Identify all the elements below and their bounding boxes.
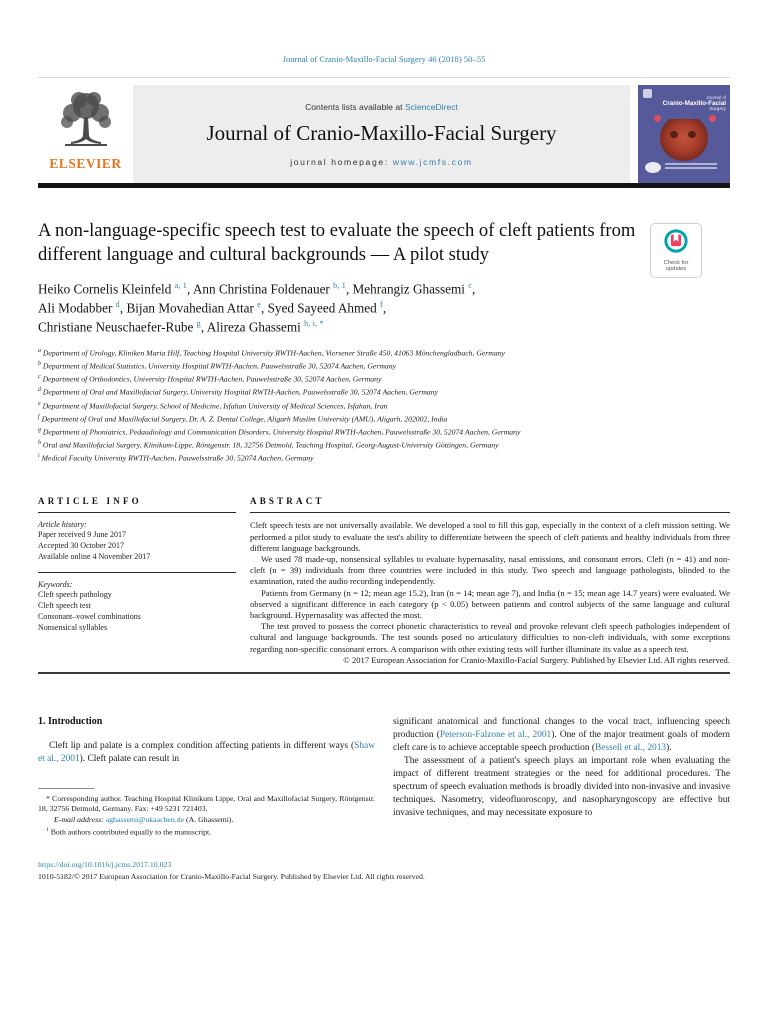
affiliation-sup: i: [38, 453, 40, 460]
affiliation-sup: f: [38, 413, 40, 420]
affiliation-text: Department of Medical Statistics, University Hospital RWTH-Aachen, Pauwelsstraße 30, 52074 Aachen, Germany: [42, 361, 396, 371]
footnote-rule: [38, 788, 94, 789]
affiliation-sup: b: [38, 361, 41, 368]
cover-title-line1: Journal of: [706, 95, 726, 100]
text-run: , Alireza Ghassemi: [200, 319, 305, 335]
inline-link[interactable]: Shaw et al., 2001: [38, 741, 375, 764]
elsevier-wordmark: ELSEVIER: [49, 156, 122, 171]
body-paragraph: The assessment of a patient's speech plays an important role when evaluating the impact of different treatment strategies or the need for additional procedures. The spectrum of speech evaluation methods is broadly divided into non-invasive and invasive techniques. Nasometry, videofluoroscopy, and nasopharyngoscopy are effective but invasive techniques, and may necessitate exposure to: [393, 756, 730, 818]
journal-header: [38, 85, 730, 183]
footnotes-block: [38, 788, 375, 838]
inline-link[interactable]: aghassemi@ukaachen.de: [105, 814, 185, 824]
body-column-right: [393, 716, 730, 838]
top-divider: [38, 77, 730, 78]
footer-block: [38, 860, 730, 881]
affiliation-text: Medical Faculty University RWTH-Aachen, Pauwelsstraße 30, 52074 Aachen, Germany: [41, 453, 314, 463]
article-info-rule: [38, 512, 236, 513]
elsevier-logo[interactable]: [38, 85, 133, 183]
article-history-line: Available online 4 November 2017: [38, 552, 151, 562]
homepage-line: [290, 157, 472, 167]
cover-publisher-icon: [643, 89, 652, 98]
affiliation-text: Oral and Maxillofacial Surgery, Klinikum-Lippe, Röntgenstr. 18, 32756 Detmold, Teaching Hospital, Georg-August-University Göttingen, Germany: [42, 440, 499, 450]
cover-art-accent: [709, 115, 716, 122]
affiliation-item: [38, 451, 730, 464]
keywords-list: [38, 589, 236, 633]
email-note: [38, 815, 375, 825]
introduction-paragraph: [38, 740, 375, 766]
header-black-bar: [38, 183, 730, 188]
inline-link[interactable]: Peterson-Falzone et al., 2001: [439, 730, 552, 740]
copyright-line: 1010-5182/© 2017 European Association for Cranio-Maxillo-Facial Surgery. Published by Elsevier Ltd. All rights reserved.: [38, 872, 425, 882]
elsevier-tree-icon: [55, 89, 117, 155]
cover-title-line2: Cranio-Maxillo-Facial: [662, 100, 726, 107]
check-badge-line2: updates: [665, 266, 687, 272]
affiliation-text: Department of Phoniatrics, Pedaudiology and Communication Disorders, University Hospital RWTH-Aachen, Pauwelsstraße 30, 52074 Aachen, Germany: [42, 427, 521, 437]
keywords-label: Keywords:: [38, 580, 73, 590]
affiliation-sup: a: [38, 347, 41, 354]
equal-contribution-note: [38, 825, 375, 838]
journal-cover-thumbnail[interactable]: [638, 85, 730, 183]
doi-link[interactable]: https://doi.org/10.1016/j.jcms.2017.10.023: [38, 860, 172, 870]
body-column-left: [38, 716, 375, 838]
affiliation-item: [38, 399, 730, 412]
text-run: ). One of the major treatment goals of modern cleft care is to achieve acceptable speech production (: [393, 730, 730, 753]
affiliation-item: [38, 359, 730, 372]
affiliation-sup: h: [38, 440, 41, 447]
text-run: (A. Ghassemi).: [184, 814, 234, 824]
keywords-divider: [38, 572, 236, 573]
affiliation-list: [38, 346, 730, 464]
check-badge-label: [664, 260, 689, 273]
article-history-line: Paper received 9 June 2017: [38, 530, 126, 540]
abstract-paragraph: Cleft speech tests are not universally available. We developed a tool to fill this gap, especially in the context of a cleft mission setting. We performed a pilot study to evaluate the test's ability to differentiate between the speech of cleft patients and healthy individuals from three different language backgrounds.: [250, 520, 730, 553]
abstract-column: [250, 496, 730, 666]
check-for-updates-badge[interactable]: [650, 223, 702, 278]
text-run: E-mail address:: [54, 814, 106, 824]
inline-link[interactable]: e: [257, 299, 261, 309]
article-history-list: [38, 529, 236, 562]
journal-title: Journal of Cranio-Maxillo-Facial Surgery: [206, 120, 557, 145]
abstract-paragraph: Patients from Germany (n = 12; mean age 15.2), Iran (n = 14; mean age 7), and India (n = 15; mean age 14.7 years) were evaluated. We observed a significant difference in each category (p < 0.05) between patients and control subjects of the same language and cultural background. Hypernasality was affected the most.: [250, 587, 730, 620]
homepage-link[interactable]: www.jcmfs.com: [392, 156, 473, 167]
journal-masthead: [133, 85, 630, 183]
article-history-label: Article history:: [38, 520, 87, 530]
keyword-item: Cleft speech pathology: [38, 590, 112, 600]
article-history-line: Accepted 30 October 2017: [38, 541, 124, 551]
contents-prefix: Contents lists available at: [305, 101, 405, 112]
text-run: ,: [382, 300, 387, 316]
affiliation-item: [38, 372, 730, 385]
crossmark-icon: [664, 229, 688, 258]
cover-title-block: [663, 95, 726, 112]
info-abstract-section: [38, 496, 730, 666]
inline-link[interactable]: b, 1: [333, 281, 346, 290]
footnote-sup: 1: [46, 827, 49, 834]
affiliation-text: Department of Orthodontics, University Hospital RWTH-Aachen, Pauwelsstraße 30, 52074 Aachen, Germany: [42, 374, 382, 384]
inline-link[interactable]: c: [468, 281, 473, 290]
body-paragraph: [393, 716, 730, 755]
article-title: A non-language-specific speech test to evaluate the speech of cleft patients from different language and cultural backgrounds — A pilot study: [38, 220, 636, 265]
text-run: Cleft lip and palate is a complex condition affecting patients in different ways (: [49, 741, 355, 751]
cover-skull-art: [660, 119, 708, 161]
inline-link[interactable]: d: [115, 299, 120, 309]
cover-title-line3: Surgery: [709, 107, 726, 112]
inline-link[interactable]: Bessell et al., 2013: [594, 743, 667, 753]
abstract-body: [250, 520, 730, 666]
text-run: ). Cleft palate can result in: [79, 754, 180, 764]
abstract-paragraph: We used 78 made-up, nonsensical syllables to evaluate hypernasality, nasal emissions, and consonant errors. Cleft (n = 41) and non-cleft (n = 39) individuals from three countries were included in this study. Two speech and language pathologists, blinded to the examination, rated the audio recording independently.: [250, 553, 730, 587]
cover-gap: [630, 85, 638, 183]
keyword-item: Cleft speech test: [38, 601, 91, 611]
inline-link[interactable]: g: [196, 318, 201, 328]
abstract-heading: ABSTRACT: [250, 496, 325, 507]
keyword-item: Consonant–vowel combinations: [38, 612, 141, 622]
text-run: , Mehrangiz Ghassemi: [345, 281, 469, 297]
affiliation-item: [38, 385, 730, 398]
contents-line: [305, 102, 458, 112]
affiliation-sup: g: [38, 426, 41, 433]
author-list: [38, 278, 638, 335]
abstract-paragraph: The test proved to possess the correct phonetic characteristics to reveal and provoke relevant cleft speech pathologies independent of cultural and language backgrounds. The test sounds posed no articulatory difficulties to non-cleft individuals, with some exceptions regarding non-specific consonant errors. A comparison with other existing tests will further illuminate its value as a speech test.: [250, 621, 730, 654]
text-run: , Bijan Movahedian Attar: [119, 300, 258, 316]
footnote-text: Both authors contributed equally to the manuscript.: [48, 827, 212, 837]
affiliation-item: [38, 412, 730, 425]
article-info-heading: ARTICLE INFO: [38, 496, 142, 507]
affiliation-text: Department of Urology, Kliniken Maria Hilf, Teaching Hospital University RWTH-Aachen, Viersener Straße 450, 41063 Mönchengladbach, Germany: [42, 348, 505, 358]
affiliation-text: Department of Oral and Maxillofacial Surgery, Dr. A. Z. Dental College, Aligarh Muslim University (AMU), Aligarh, 202002, India: [41, 414, 448, 424]
affiliation-item: [38, 425, 730, 438]
text-run: , Syed Sayeed Ahmed: [260, 300, 381, 316]
cover-society-seal: [645, 162, 661, 173]
body-text-columns: [38, 716, 730, 838]
abstract-rule: [250, 512, 730, 513]
corresponding-author-note: * Corresponding author. Teaching Hospital Klinikum Lippe, Oral and Maxillofacial Surgery, Röntgenstr. 18, 32756 Detmold, Germany. Fax: +49 5231 721403.: [38, 794, 375, 814]
text-run: Christiane Neuschaefer-Rube: [38, 319, 197, 335]
inline-link[interactable]: f: [380, 299, 383, 309]
affiliation-item: [38, 438, 730, 451]
homepage-prefix: journal homepage:: [290, 156, 393, 167]
text-run: Ali Modabber: [38, 300, 116, 316]
text-run: significant anatomical and functional changes to the vocal tract, influencing speech production (: [393, 717, 730, 740]
title-row: [38, 219, 730, 272]
inline-link[interactable]: h, i, *: [304, 318, 324, 328]
running-head-citation: Journal of Cranio-Maxillo-Facial Surgery 46 (2018) 50–55: [282, 54, 486, 64]
text-run: , Ann Christina Foldenauer: [186, 281, 334, 297]
check-badge-line1: Check for: [663, 259, 689, 266]
introduction-heading: 1. Introduction: [38, 716, 103, 727]
affiliation-sup: e: [38, 400, 41, 407]
keyword-item: Nonsensical syllables: [38, 623, 108, 633]
affiliation-sup: c: [38, 374, 41, 381]
abstract-paragraph: © 2017 European Association for Cranio-Maxillo-Facial Surgery. Published by Elsevier Ltd. All rights reserved.: [343, 654, 730, 665]
sciencedirect-link[interactable]: ScienceDirect: [404, 101, 458, 112]
text-run: ).: [666, 743, 672, 753]
cover-text-lines: [665, 163, 717, 171]
affiliation-sup: d: [38, 387, 41, 394]
affiliation-text: Department of Maxillofacial Surgery, School of Medicine, Isfahan University of Medical Sciences, Isfahan, Iran: [42, 401, 388, 411]
affiliation-text: Department of Oral and Maxillofacial Surgery, University Hospital RWTH-Aachen, Pauwelsstraße 30, 52074 Aachen, Germany: [42, 387, 438, 397]
inline-link[interactable]: a, 1: [174, 281, 187, 290]
text-run: Heiko Cornelis Kleinfeld: [38, 281, 175, 297]
affiliation-item: [38, 346, 730, 359]
article-info-column: [38, 496, 250, 666]
section-divider: [38, 672, 730, 674]
text-run: ,: [472, 281, 476, 297]
